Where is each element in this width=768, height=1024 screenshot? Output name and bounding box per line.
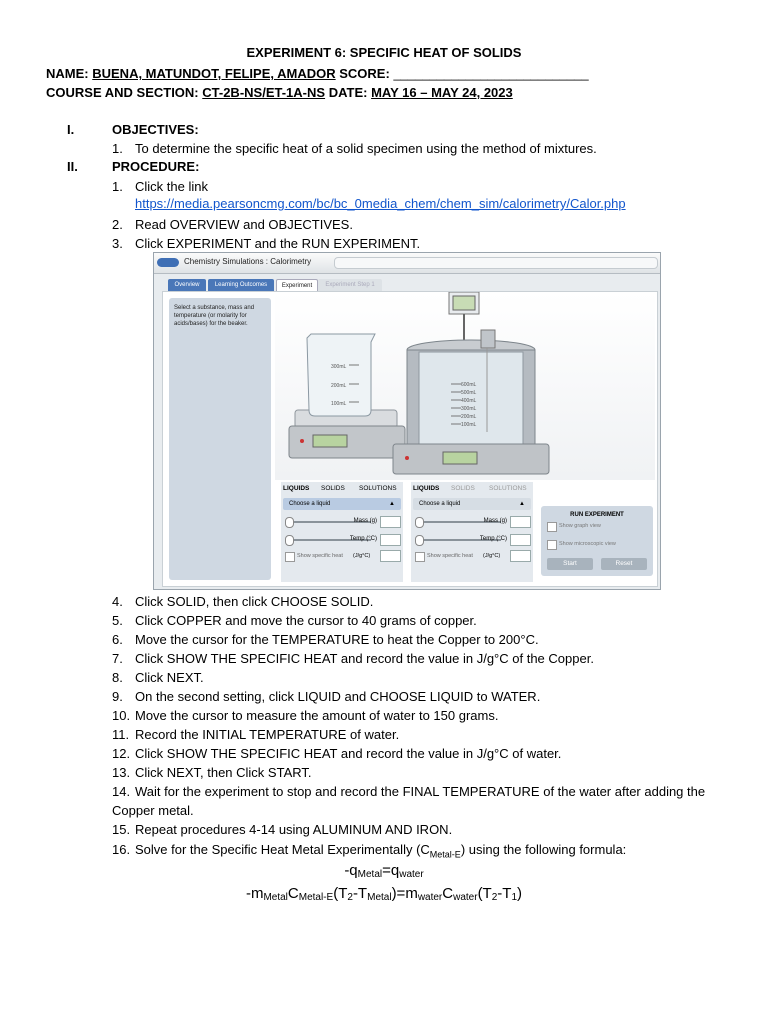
step-number: 11. xyxy=(112,727,130,742)
choose-liquid-dropdown[interactable] xyxy=(413,498,531,510)
tab-solids: SOLIDS xyxy=(451,485,475,492)
step-text: Click NEXT. xyxy=(135,670,204,685)
slider-knob[interactable] xyxy=(415,517,424,528)
specific-heat-unit: (J/g°C) xyxy=(483,553,501,559)
calorimeter-power-led xyxy=(405,456,409,460)
procedure-step xyxy=(112,687,732,706)
beaker-mark-100: 100mL xyxy=(331,401,347,407)
calorimeter-mark-200: 200mL xyxy=(461,414,477,420)
procedure-number: II. xyxy=(67,159,78,174)
step-number: 2. xyxy=(112,217,123,232)
step-text-end: ) using the following formula: xyxy=(460,842,627,857)
calorimeter-mark-400: 400mL xyxy=(461,398,477,404)
reset-button[interactable]: Reset xyxy=(601,558,647,570)
date-label: DATE: xyxy=(328,85,368,100)
tab-experiment[interactable]: Experiment xyxy=(276,279,318,292)
scale-power-led xyxy=(300,439,304,443)
specific-heat-output xyxy=(510,550,531,562)
show-microscopic-label: Show microscopic view xyxy=(559,541,616,547)
procedure-step xyxy=(112,668,732,687)
simulation-body xyxy=(162,291,658,587)
specific-heat-output xyxy=(380,550,401,562)
procedure-step xyxy=(112,782,732,820)
step-number: 9. xyxy=(112,689,123,704)
temp-input[interactable] xyxy=(380,534,401,546)
name-label: NAME: xyxy=(46,66,89,81)
slider-knob[interactable] xyxy=(285,517,294,528)
instruction-text: Select a substance, mass and temperature (or molarity for acids/bases) for the beaker. xyxy=(174,305,255,327)
procedure-step xyxy=(112,820,732,839)
calorimeter-display xyxy=(443,452,477,464)
temp-label: Temp (°C) xyxy=(349,536,377,542)
step-text: Wait for the experiment to stop and record the FINAL TEMPERATURE of the water after adding the Copper metal. xyxy=(112,784,706,818)
app-logo-icon xyxy=(157,258,179,267)
show-specific-heat-label: Show specific heat xyxy=(297,553,343,559)
temp-slider[interactable] xyxy=(415,534,531,546)
choose-liquid-label: Choose a liquid xyxy=(289,501,331,507)
instruction-panel xyxy=(169,298,271,580)
step-text: On the second setting, click LIQUID and CHOOSE LIQUID to WATER. xyxy=(135,689,541,704)
temp-input[interactable] xyxy=(510,534,531,546)
step-text: Click COPPER and move the cursor to 40 grams of copper. xyxy=(135,613,477,628)
run-experiment-title: RUN EXPERIMENT xyxy=(570,512,624,518)
mass-slider[interactable] xyxy=(285,516,401,528)
mass-label: Mass (g) xyxy=(483,518,507,524)
step-text: Click EXPERIMENT and the RUN EXPERIMENT. xyxy=(135,236,421,251)
simulation-title-bar xyxy=(154,253,660,274)
lab-apparatus-illustration xyxy=(275,292,655,480)
show-specific-heat-label: Show specific heat xyxy=(427,553,473,559)
tab-liquids[interactable]: LIQUIDS xyxy=(413,485,440,492)
specific-heat-unit: (J/g°C) xyxy=(353,553,371,559)
step-text: Click NEXT, then Click START. xyxy=(135,765,312,780)
calorimetry-simulation-screenshot xyxy=(153,252,661,590)
step-number: 15. xyxy=(112,822,131,837)
slider-knob[interactable] xyxy=(415,535,424,546)
beaker-mark-300: 300mL xyxy=(331,364,347,370)
procedure-step xyxy=(112,611,732,630)
mass-input[interactable] xyxy=(380,516,401,528)
course-line xyxy=(46,85,513,100)
procedure-step xyxy=(112,725,732,744)
tab-learning-outcomes[interactable]: Learning Outcomes xyxy=(208,279,274,291)
show-graph-checkbox[interactable] xyxy=(547,522,557,532)
procedure-heading: PROCEDURE: xyxy=(112,159,200,174)
step-number: 3. xyxy=(112,236,123,251)
objective-item: 1. To determine the specific heat of a solid specimen using the method of mixtures. xyxy=(112,141,597,156)
mass-input[interactable] xyxy=(510,516,531,528)
calorimeter-mark-500: 500mL xyxy=(461,390,477,396)
step-number: 13. xyxy=(112,765,131,780)
run-experiment-panel xyxy=(541,506,653,576)
step-text: Solve for the Specific Heat Metal Experimentally (C xyxy=(135,842,430,857)
step-text: Click SOLID, then click CHOOSE SOLID. xyxy=(135,594,374,609)
step-number: 7. xyxy=(112,651,123,666)
calorimeter-mark-100: 100mL xyxy=(461,422,477,428)
objectives-heading: OBJECTIVES: xyxy=(112,122,199,137)
simulation-window-title: Chemistry Simulations : Calorimetry xyxy=(184,257,312,266)
calorimetry-link[interactable]: https://media.pearsoncmg.com/bc/bc_0media_chem/chem_sim/calorimetry/Calor.php xyxy=(135,196,626,211)
show-specific-heat-checkbox[interactable] xyxy=(285,552,295,562)
procedure-step xyxy=(112,592,732,611)
tab-solids[interactable]: SOLIDS xyxy=(321,485,345,492)
score-label: SCORE: xyxy=(339,66,390,81)
step-text: Click the link xyxy=(135,179,208,194)
start-button[interactable]: Start xyxy=(547,558,593,570)
procedure-step: 1. Click the link xyxy=(112,179,208,194)
choose-liquid-label: Choose a liquid xyxy=(419,501,461,507)
objective-text: To determine the specific heat of a solid specimen using the method of mixtures. xyxy=(135,141,597,156)
show-graph-label: Show graph view xyxy=(559,523,601,529)
step-number: 16. xyxy=(112,842,131,857)
name-value: BUENA, MATUNDOT, FELIPE, AMADOR xyxy=(92,66,336,81)
score-blank: ___________________________ xyxy=(393,66,589,81)
tab-solutions[interactable]: SOLUTIONS xyxy=(359,485,397,492)
course-label: COURSE AND SECTION: xyxy=(46,85,199,100)
step-text: Move the cursor to measure the amount of water to 150 grams. xyxy=(135,708,499,723)
objectives-number: I. xyxy=(67,122,75,137)
date-value: MAY 16 – MAY 24, 2023 xyxy=(371,85,513,100)
temp-label: Temp (°C) xyxy=(479,536,507,542)
slider-knob[interactable] xyxy=(285,535,294,546)
formula-heat-balance: $-q_{Metal}=q_{water}$ xyxy=(344,862,424,880)
mass-label: Mass (g) xyxy=(353,518,377,524)
mass-slider[interactable] xyxy=(415,516,531,528)
step-subscript: Metal-E xyxy=(429,849,461,860)
lab-stage xyxy=(275,292,655,480)
procedure-step xyxy=(112,649,732,668)
step-number: 12. xyxy=(112,746,131,761)
step-text: Record the INITIAL TEMPERATURE of water. xyxy=(135,727,400,742)
tab-overview[interactable]: Overview xyxy=(168,279,206,291)
procedure-step xyxy=(112,744,732,763)
name-line xyxy=(46,66,589,81)
step-number: 14. xyxy=(112,784,131,799)
beaker-mark-200: 200mL xyxy=(331,383,347,389)
temp-slider[interactable] xyxy=(285,534,401,546)
step-text: Repeat procedures 4-14 using ALUMINUM AND IRON. xyxy=(135,822,453,837)
tab-solutions: SOLUTIONS xyxy=(489,485,527,492)
procedure-step xyxy=(112,763,732,782)
step-number: 4. xyxy=(112,594,123,609)
calorimeter-mark-600: 600mL xyxy=(461,382,477,388)
show-microscopic-checkbox[interactable] xyxy=(547,540,557,550)
choose-liquid-dropdown[interactable] xyxy=(283,498,401,510)
tab-liquids[interactable]: LIQUIDS xyxy=(283,485,310,492)
balance-scale xyxy=(289,410,405,458)
step-text: Click SHOW THE SPECIFIC HEAT and record the value in J/g°C of the Copper. xyxy=(135,651,594,666)
procedure-step xyxy=(112,234,732,253)
scale-display xyxy=(313,435,347,447)
beaker-control-panel xyxy=(281,482,403,582)
document-title: EXPERIMENT 6: SPECIFIC HEAT OF SOLIDS xyxy=(246,45,522,60)
step-number: 6. xyxy=(112,632,123,647)
calorimeter-control-panel xyxy=(411,482,533,582)
chevron-up-icon: ▲ xyxy=(519,501,525,507)
step-number: 10. xyxy=(112,708,131,723)
procedure-step xyxy=(112,840,732,865)
calorimeter-mark-300: 300mL xyxy=(461,406,477,412)
address-field xyxy=(334,257,658,269)
tab-experiment-step-1: Experiment Step 1 xyxy=(318,279,382,291)
step-text: Click SHOW THE SPECIFIC HEAT and record the value in J/g°C of water. xyxy=(135,746,562,761)
procedure-step xyxy=(112,630,732,649)
formula-specific-heat: $-m_{Metal}C_{Metal-E}(T_2-T_{Metal})=m_{water}C_{water}(T_2-T_1)$ xyxy=(245,885,523,903)
chevron-up-icon: ▲ xyxy=(389,501,395,507)
procedure-step xyxy=(112,215,732,234)
step-number: 8. xyxy=(112,670,123,685)
step-text: Read OVERVIEW and OBJECTIVES. xyxy=(135,217,353,232)
step-number: 5. xyxy=(112,613,123,628)
step-text: Move the cursor for the TEMPERATURE to heat the Copper to 200°C. xyxy=(135,632,539,647)
show-specific-heat-checkbox[interactable] xyxy=(415,552,425,562)
course-value: CT-2B-NS/ET-1A-NS xyxy=(202,85,326,100)
procedure-step xyxy=(112,706,732,725)
